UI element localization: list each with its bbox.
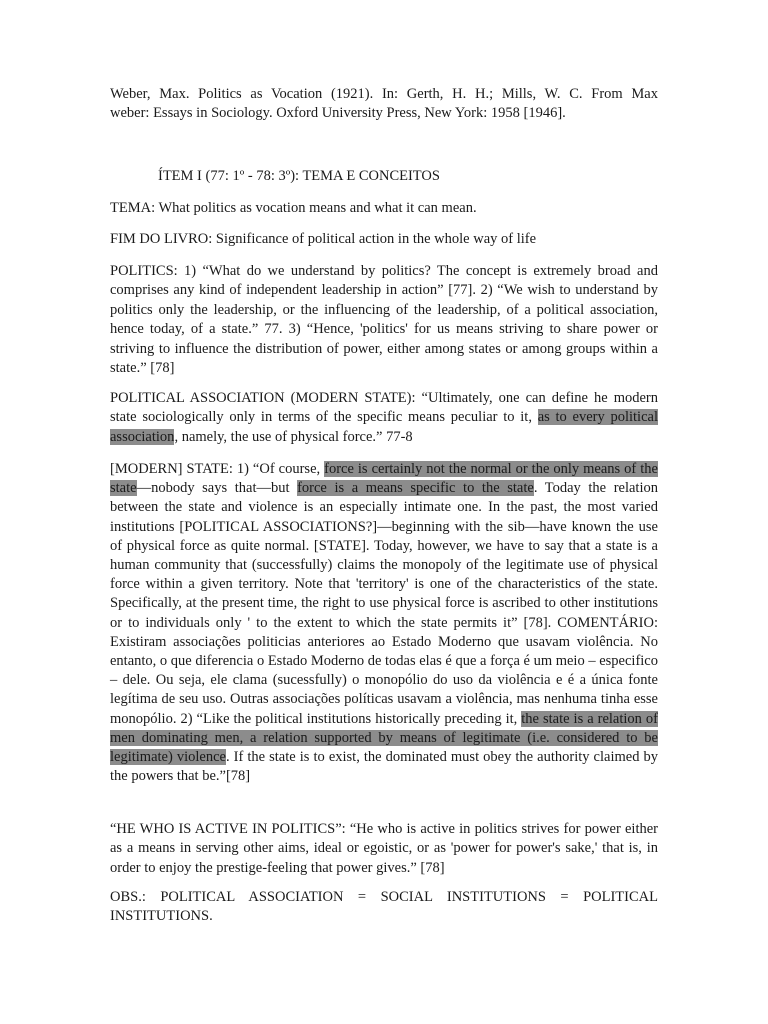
highlight-state-relation: the state is a relation of men dominating men, a relation supported by means of legitimate (i.e. considered to be legitimate) violence (110, 710, 658, 766)
tema-paragraph: TEMA: What politics as vocation means and what it can mean. (110, 200, 477, 216)
modern-state-text-2: —nobody says that—but (136, 480, 298, 497)
modern-state-text-1: [MODERN] STATE: 1) “Of course, (110, 461, 325, 477)
modern-state-paragraph (110, 460, 658, 786)
modern-state-text-4: . If the state is to exist, the dominated must obey the authority claimed by the powers that be.”[78] (110, 749, 659, 785)
active-in-politics-paragraph: “HE WHO IS ACTIVE IN POLITICS”: “He who is active in politics strives for power either as a means in serving other aims, ideal or egoistic, or as 'power for power's sake,' that is, in order to enjoy the prestige-feeling that power gives.” [78] (110, 821, 658, 876)
reference-line-1: Weber, Max. Politics as Vocation (1921). In: Gerth, H. H.; Mills, W. C. From Max (110, 86, 658, 102)
modern-state-text-3: . Today the relation between the state and violence is an especially intimate one. In the past, the most varied institutions [POLITICAL ASSOCIATIONS?]—beginning with the sib—have known the use of physical force as quite normal. [STATE]. Today, however, we have to say that a state is a human community that (successfully) claims the monopoly of the legitimate use of physical force within a given territory. Note that 'territory' is one of the characteristics of the state. Specifically, at the present time, the right to use physical force is ascribed to other institutions or to individuals only ' to the extent to which the state permits it” [78]. COMENTÁRIO: Existiram associações politicias anteriores ao Estado Moderno que usavam violência. No entanto, o que diferencia o Estado Moderno de todas elas é que a força é um meio – especifico – dele. Ou seja, ele clama (sucessfully) o monopólio do uso da violência e é a única fonte legítima de seu uso. Outras associações políticas usavam a violência, mas nenhuma tinha esse monopólio. 2) “Like the political institutions historically preceding it, (110, 480, 658, 727)
political-association-paragraph (110, 389, 658, 447)
highlight-force-not-normal: force is certainly not the normal or the only means of the state (110, 461, 658, 497)
item-heading: ÍTEM I (77: 1º - 78: 3º): TEMA E CONCEITOS (158, 168, 440, 184)
reference-line-2: weber: Essays in Sociology. Oxford University Press, New York: 1958 [1946]. (110, 105, 566, 122)
political-association-text-1: POLITICAL ASSOCIATION (MODERN STATE): “Ultimately, one can define he modern state sociologically only in terms of the specific means peculiar to it, (110, 390, 658, 426)
reference-citation (110, 85, 658, 124)
obs-paragraph: OBS.: POLITICAL ASSOCIATION = SOCIAL INSTITUTIONS = POLITICAL INSTITUTIONS. (110, 889, 658, 925)
political-association-text-2: , namely, the use of physical force.” 77-8 (174, 428, 413, 445)
highlight-political-association: as to every political association (110, 409, 658, 445)
highlight-force-specific: force is a means specific to the state (297, 480, 534, 497)
politics-paragraph: POLITICS: 1) “What do we understand by politics? The concept is extremely broad and comprises any kind of independent leadership in action” [77]. 2) “We wish to understand by politics only the leadership, or the influencing of the leadership, of a political association, hence today, of a state.” 77. 3) “Hence, 'politics' for us means striving to share power or striving to influence the distribution of power, either among states or among groups within a state.” [78] (110, 263, 658, 377)
fim-do-livro-paragraph: FIM DO LIVRO: Significance of political action in the whole way of life (110, 231, 537, 247)
